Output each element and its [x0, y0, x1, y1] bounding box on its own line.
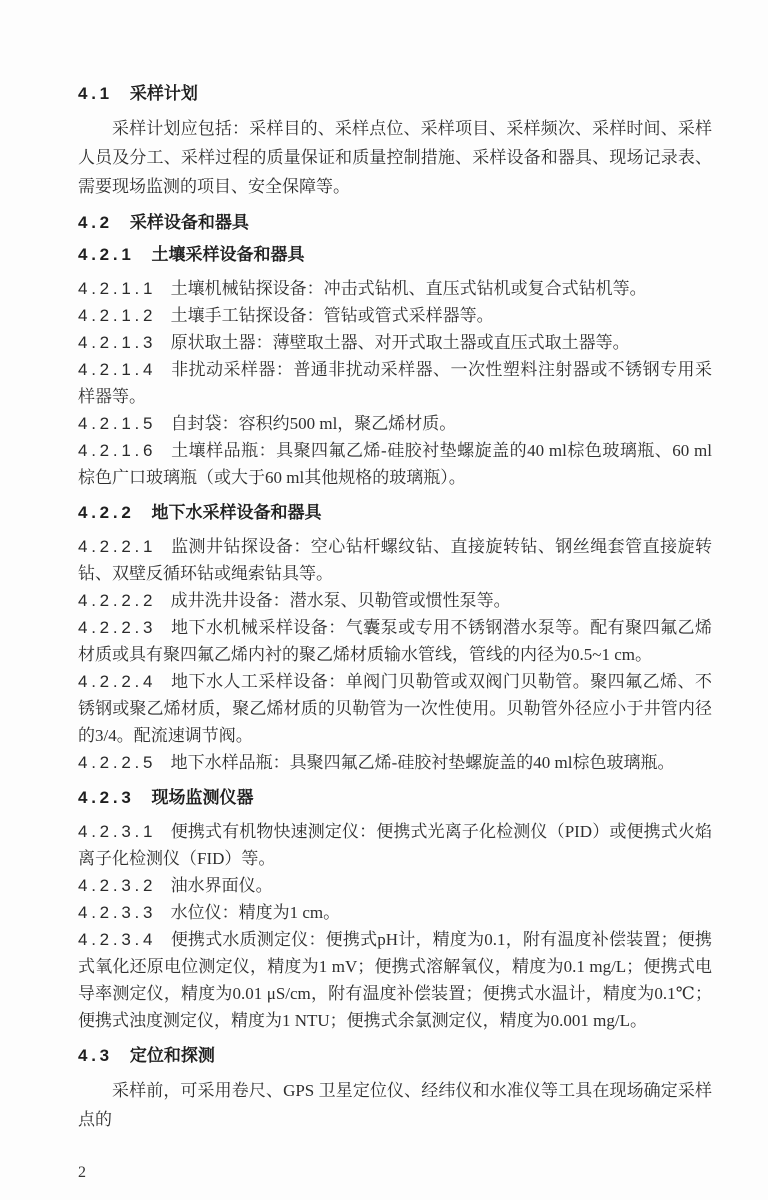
clause-number: 4.2.1.3	[78, 333, 157, 352]
clause-text: 原状取土器：薄壁取土器、对开式取土器或直压式取土器等。	[170, 333, 630, 352]
clause	[78, 275, 712, 302]
heading-title: 采样计划	[129, 84, 198, 103]
clause-number: 4.2.3.3	[78, 903, 157, 922]
clause-number: 4.2.1	[78, 245, 135, 264]
clause-number: 4.2.2.2	[78, 591, 157, 610]
clause-number: 4.2.2.5	[78, 753, 157, 772]
clause-text: 成井洗井设备：潜水泵、贝勒管或惯性泵等。	[170, 591, 511, 610]
clause-number: 4.1	[78, 84, 113, 103]
clause-number: 4.2.2	[78, 503, 135, 522]
clause-number: 4.2.3	[78, 788, 135, 807]
clause	[78, 749, 712, 776]
paragraph-text: 采样前，可采用卷尺、GPS 卫星定位仪、经纬仪和水准仪等工具在现场确定采样点的	[78, 1081, 712, 1129]
document-content	[78, 84, 712, 1134]
heading-title: 地下水采样设备和器具	[151, 503, 322, 522]
clause-number: 4.2.2.1	[78, 537, 157, 556]
clause-number: 4.2.1.4	[78, 360, 157, 379]
clause	[78, 899, 712, 926]
clause-text: 非扰动采样器：普通非扰动采样器、一次性塑料注射器或不锈钢专用采样器等。	[78, 360, 712, 406]
section-heading	[78, 245, 712, 265]
clause	[78, 437, 712, 491]
clause	[78, 587, 712, 614]
clause	[78, 614, 712, 668]
clause	[78, 926, 712, 1034]
clause	[78, 818, 712, 872]
heading-title: 采样设备和器具	[129, 213, 249, 232]
clause-number: 4.2.3.4	[78, 930, 157, 949]
paragraph	[78, 1076, 712, 1134]
clause	[78, 872, 712, 899]
clause-number: 4.2.3.1	[78, 822, 157, 841]
clause-text: 自封袋：容积约500 ml，聚乙烯材质。	[170, 414, 457, 433]
clause-text: 地下水样品瓶：具聚四氟乙烯-硅胶衬垫螺旋盖的40 ml棕色玻璃瓶。	[170, 753, 675, 772]
page-number: 2	[78, 1164, 86, 1181]
clause-text: 便携式有机物快速测定仪：便携式光离子化检测仪（PID）或便携式火焰离子化检测仪（FID）等。	[78, 822, 712, 868]
clause-text: 土壤手工钻探设备：管钻或管式采样器等。	[170, 306, 494, 325]
section-heading	[78, 213, 712, 233]
clause-number: 4.2.2.4	[78, 672, 157, 691]
clause-text: 地下水机械采样设备：气囊泵或专用不锈钢潜水泵等。配有聚四氟乙烯材质或具有聚四氟乙烯内衬的聚乙烯材质输水管线，管线的内径为0.5~1 cm。	[78, 618, 712, 664]
section-heading	[78, 84, 712, 104]
clause-number: 4.2	[78, 213, 113, 232]
clause-text: 监测井钻探设备：空心钻杆螺纹钻、直接旋转钻、钢丝绳套管直接旋转钻、双壁反循环钻或绳索钻具等。	[78, 537, 712, 583]
clause	[78, 329, 712, 356]
clause	[78, 302, 712, 329]
clause-text: 土壤机械钻探设备：冲击式钻机、直压式钻机或复合式钻机等。	[170, 279, 647, 298]
clause-text: 油水界面仪。	[170, 876, 273, 895]
clause-number: 4.3	[78, 1046, 113, 1065]
section-heading	[78, 503, 712, 523]
clause-text: 地下水人工采样设备：单阀门贝勒管或双阀门贝勒管。聚四氟乙烯、不锈钢或聚乙烯材质，聚乙烯材质的贝勒管为一次性使用。贝勒管外径应小于井管内径的3/4。配流速调节阀。	[78, 672, 712, 745]
clause-text: 土壤样品瓶：具聚四氟乙烯-硅胶衬垫螺旋盖的40 ml棕色玻璃瓶、60 ml棕色广口玻璃瓶（或大于60 ml其他规格的玻璃瓶）。	[78, 441, 712, 487]
clause-number: 4.2.3.2	[78, 876, 157, 895]
section-heading	[78, 1046, 712, 1066]
clause	[78, 410, 712, 437]
section-heading	[78, 788, 712, 808]
heading-title: 现场监测仪器	[151, 788, 254, 807]
clause-number: 4.2.1.6	[78, 441, 157, 460]
clause-number: 4.2.1.2	[78, 306, 157, 325]
clause	[78, 533, 712, 587]
clause-number: 4.2.1.1	[78, 279, 157, 298]
heading-title: 定位和探测	[129, 1046, 215, 1065]
clause-number: 4.2.2.3	[78, 618, 157, 637]
clause	[78, 356, 712, 410]
clause-number: 4.2.1.5	[78, 414, 157, 433]
heading-title: 土壤采样设备和器具	[151, 245, 305, 264]
clause-text: 便携式水质测定仪：便携式pH计，精度为0.1，附有温度补偿装置；便携式氧化还原电位测定仪，精度为1 mV；便携式溶解氧仪，精度为0.1 mg/L；便携式电导率测定仪，精度为0.01 μS/cm，附有温度补偿装置；便携式水温计，精度为0.1℃；便携式浊度测定仪，精度为1 NTU；便携式余氯测定仪，精度为0.001 mg/L。	[78, 930, 712, 1030]
clause-text: 水位仪：精度为1 cm。	[170, 903, 341, 922]
clause	[78, 668, 712, 749]
paragraph	[78, 114, 712, 201]
paragraph-text: 采样计划应包括：采样目的、采样点位、采样项目、采样频次、采样时间、采样人员及分工、采样过程的质量保证和质量控制措施、采样设备和器具、现场记录表、需要现场监测的项目、安全保障等。	[78, 119, 712, 196]
